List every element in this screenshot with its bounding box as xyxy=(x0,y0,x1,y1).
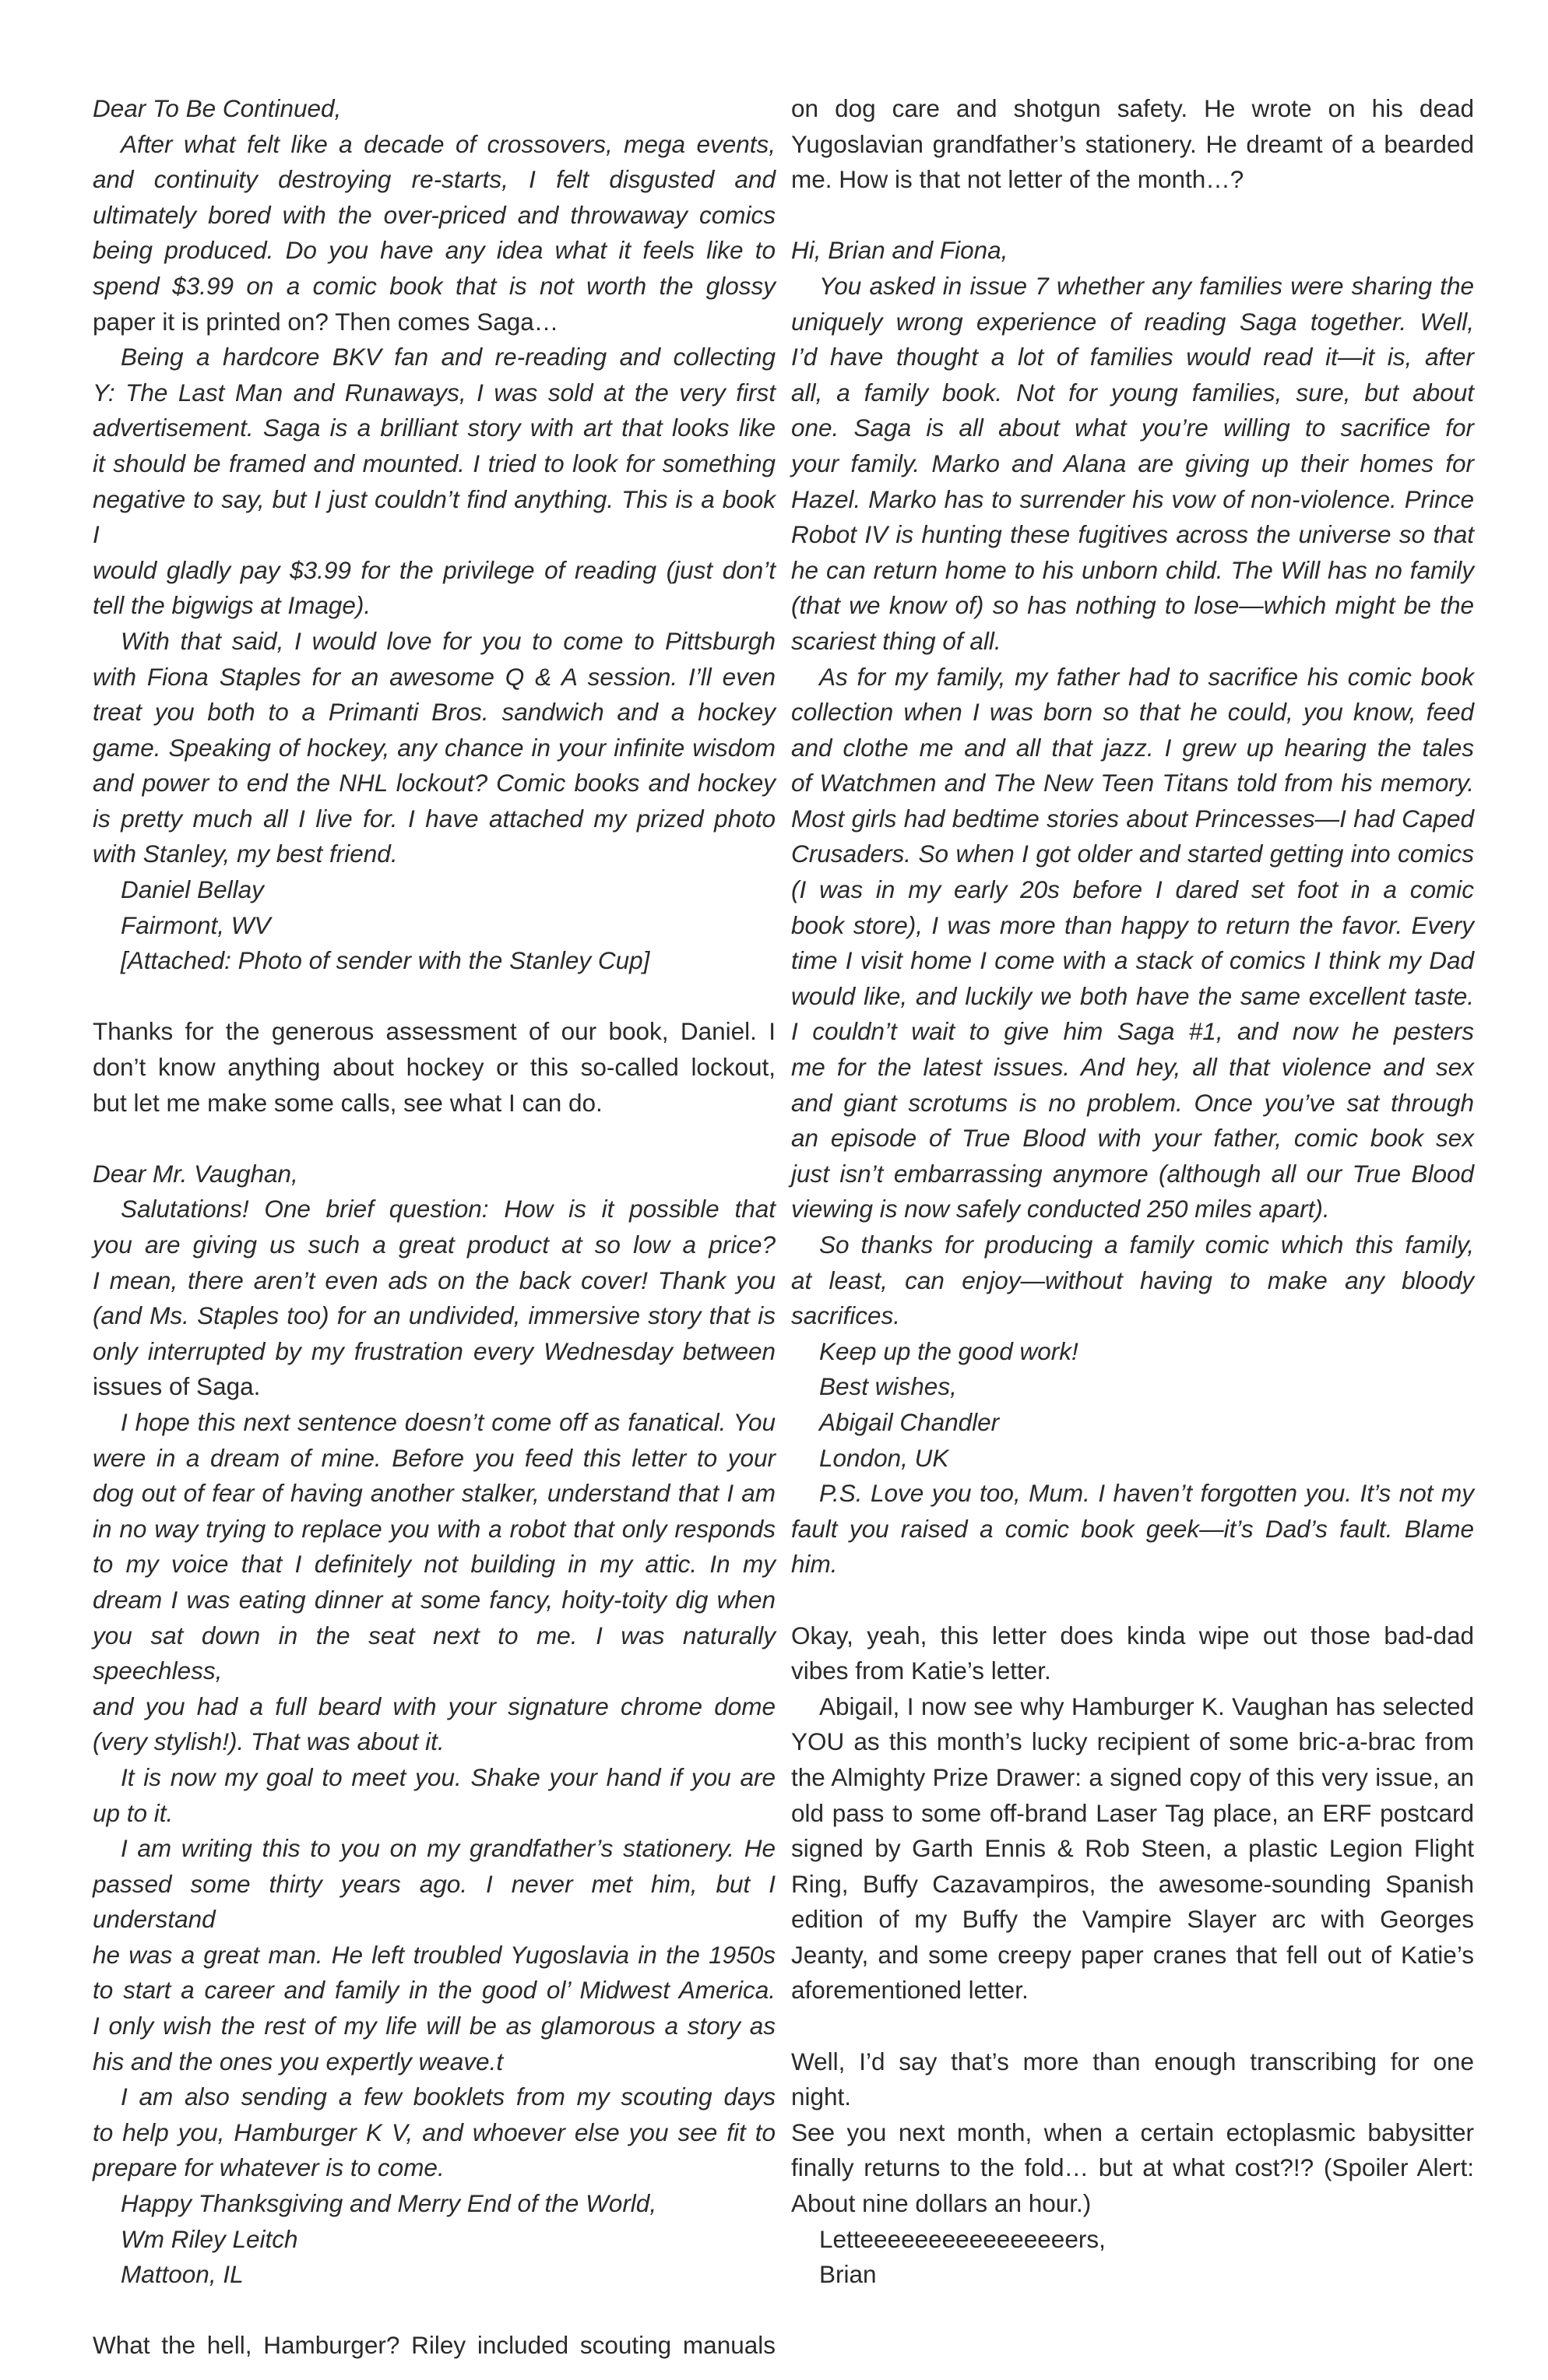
text-line: edition of my Buffy the Vampire Slayer arc with Georges xyxy=(791,1905,1474,1934)
text-line: [Attached: Photo of sender with the Stanley Cup] xyxy=(121,946,650,975)
text-line: See you next month, when a certain ectoplasmic babysitter xyxy=(791,2118,1474,2146)
text-line: he can return home to his unborn child. The Will has no family xyxy=(791,555,1474,584)
text-line: Wm Riley Leitch xyxy=(121,2224,298,2253)
text-line: Hi, Brian and Fiona, xyxy=(791,236,1008,265)
text-line: and continuity destroying re-starts, I felt disgusted and xyxy=(93,165,776,194)
text-line: Hazel. Marko has to surrender his vow of non-violence. Prince xyxy=(791,484,1474,513)
text-line: Letteeeeeeeeeeeeeeeers, xyxy=(819,2224,1106,2253)
right-column xyxy=(791,91,1474,2293)
text-line: I am writing this to you on my grandfather’s stationery. He xyxy=(121,1834,776,1863)
text-line: old pass to some off-brand Laser Tag place, an ERF postcard xyxy=(791,1798,1474,1827)
text-line: the Almighty Prize Drawer: a signed copy of this very issue, an xyxy=(791,1762,1474,1791)
text-line: I mean, there aren’t even ads on the back cover! Thank you xyxy=(93,1266,776,1294)
text-line: me. How is that not letter of the month…? xyxy=(791,165,1244,194)
text-line: you sat down in the seat next to me. I was naturally speechless, xyxy=(93,1621,776,1685)
left-column xyxy=(93,91,776,2364)
text-line: one. Saga is all about what you’re willing to sacrifice for xyxy=(791,414,1474,442)
text-line: your family. Marko and Alana are giving up their homes for xyxy=(791,449,1474,477)
text-line: I hope this next sentence doesn’t come off as fanatical. You xyxy=(121,1407,776,1436)
text-line: time I visit home I come with a stack of comics I think my Dad xyxy=(791,946,1474,975)
text-line: Mattoon, IL xyxy=(121,2260,244,2289)
text-line: in no way trying to replace you with a robot that only responds xyxy=(93,1514,776,1543)
text-line: ultimately bored with the over-priced and throwaway comics xyxy=(93,200,776,229)
text-line: Salutations! One brief question: How is it possible that xyxy=(121,1195,776,1223)
text-line: About nine dollars an hour.) xyxy=(791,2189,1092,2218)
text-line: Brian xyxy=(819,2260,877,2289)
text-line: Being a hardcore BKV fan and re-reading and collecting xyxy=(121,343,776,371)
text-line: is pretty much all I live for. I have attached my prized photo xyxy=(93,804,776,833)
text-line: to my voice that I definitely not building in my attic. In my xyxy=(93,1550,776,1579)
text-line: I am also sending a few booklets from my scouting days xyxy=(121,2082,776,2111)
text-line: Ring, Buffy Cazavampiros, the awesome-sounding Spanish xyxy=(791,1869,1474,1898)
text-line: collection when I was born so that he could, you know, feed xyxy=(791,698,1474,727)
text-line: YOU as this month’s lucky recipient of some bric-a-brac from xyxy=(791,1727,1474,1756)
text-line: on dog care and shotgun safety. He wrote on his dead xyxy=(791,94,1474,122)
text-line: and you had a full beard with your signature chrome dome xyxy=(93,1692,776,1720)
text-line: Robot IV is hunting these fugitives across the universe so that xyxy=(791,520,1474,549)
text-line: It is now my goal to meet you. Shake your hand if you are xyxy=(121,1762,776,1791)
text-line: advertisement. Saga is a brilliant story with art that looks like xyxy=(93,414,776,442)
text-line: with Fiona Staples for an awesome Q & A session. I’ll even xyxy=(93,662,776,691)
text-line: Y: The Last Man and Runaways, I was sold at the very first xyxy=(93,378,776,407)
text-line: Thanks for the generous assessment of our book, Daniel. I xyxy=(93,1017,776,1046)
text-line: tell the bigwigs at Image). xyxy=(93,591,371,620)
text-line: So thanks for producing a family comic which this family, xyxy=(819,1230,1474,1259)
text-line: his and the ones you expertly weave.t xyxy=(93,2047,504,2075)
text-line: Keep up the good work! xyxy=(819,1336,1078,1365)
text-line: With that said, I would love for you to come to Pittsburgh xyxy=(121,626,776,655)
text-line: Happy Thanksgiving and Merry End of the World, xyxy=(121,2189,657,2218)
text-line: You asked in issue 7 whether any families were sharing the xyxy=(819,271,1474,300)
text-line: aforementioned letter. xyxy=(791,1976,1029,2005)
text-line: book store), I was more than happy to return the favor. Every xyxy=(791,910,1474,939)
text-line: viewing is now safely conducted 250 miles apart). xyxy=(791,1195,1330,1223)
text-line: and clothe me and all that jazz. I grew up hearing the tales xyxy=(791,733,1474,762)
text-line: Abigail, I now see why Hamburger K. Vaughan has selected xyxy=(819,1692,1474,1720)
text-line: but let me make some calls, see what I can do. xyxy=(93,1088,603,1117)
text-line: (that we know of) so has nothing to lose—which might be the xyxy=(791,591,1474,620)
paragraph-gap xyxy=(791,2009,1474,2044)
text-line: and giant scrotums is no problem. Once you’ve sat through xyxy=(791,1088,1474,1117)
text-line: being produced. Do you have any idea what it feels like to xyxy=(93,236,776,265)
text-line: him. xyxy=(791,1550,838,1579)
text-line: Best wishes, xyxy=(819,1372,957,1401)
text-line: Daniel Bellay xyxy=(121,875,264,904)
text-line: up to it. xyxy=(93,1798,174,1827)
text-line: Dear To Be Continued, xyxy=(93,94,342,122)
text-line: finally returns to the fold… but at what cost?!? (Spoiler Alert: xyxy=(791,2153,1474,2182)
paragraph-gap xyxy=(93,979,776,1015)
text-line: issues of Saga. xyxy=(93,1372,261,1401)
text-line: you are giving us such a great product at so low a price? xyxy=(93,1230,776,1259)
text-line: and power to end the NHL lockout? Comic books and hockey xyxy=(93,769,776,797)
text-line: spend $3.99 on a comic book that is not worth the glossy xyxy=(93,271,776,300)
text-line: to start a career and family in the good ol’ Midwest America. xyxy=(93,1976,776,2005)
text-line: Most girls had bedtime stories about Princesses—I had Caped xyxy=(791,804,1474,833)
text-line: to help you, Hamburger K V, and whoever else you see fit to xyxy=(93,2118,776,2146)
text-line: Jeanty, and some creepy paper cranes that fell out of Katie’s xyxy=(791,1940,1474,1969)
text-line: I only wish the rest of my life will be as glamorous a story as xyxy=(93,2012,776,2040)
text-line: Okay, yeah, this letter does kinda wipe out those bad-dad xyxy=(791,1621,1474,1649)
text-line: he was a great man. He left troubled Yugoslavia in the 1950s xyxy=(93,1940,776,1969)
text-line: Dear Mr. Vaughan, xyxy=(93,1159,298,1188)
text-line: passed some thirty years ago. I never met him, but I understand xyxy=(93,1869,776,1934)
text-line: prepare for whatever is to come. xyxy=(93,2153,445,2182)
text-line: dream I was eating dinner at some fancy, hoity-toity dig when xyxy=(93,1585,776,1614)
text-line: Crusaders. So when I got older and started getting into comics xyxy=(791,840,1474,868)
text-line: would like, and luckily we both have the same excellent taste. xyxy=(791,981,1474,1010)
text-line: Abigail Chandler xyxy=(819,1407,1000,1436)
text-line: uniquely wrong experience of reading Saga together. Well, xyxy=(791,307,1474,336)
text-line: game. Speaking of hockey, any chance in your infinite wisdom xyxy=(93,733,776,762)
text-line: P.S. Love you too, Mum. I haven’t forgotten you. It’s not my xyxy=(819,1479,1474,1508)
text-line: with Stanley, my best friend. xyxy=(93,840,398,868)
text-line: don’t know anything about hockey or this so-called lockout, xyxy=(93,1053,776,1082)
text-line: After what felt like a decade of crossovers, mega events, xyxy=(121,129,776,158)
text-line: treat you both to a Primanti Bros. sandwich and a hockey xyxy=(93,698,776,727)
text-line: of Watchmen and The New Teen Titans told from his memory. xyxy=(791,769,1474,797)
text-line: vibes from Katie’s letter. xyxy=(791,1656,1051,1685)
text-line: negative to say, but I just couldn’t find anything. This is a book I xyxy=(93,484,776,549)
text-line: only interrupted by my frustration every Wednesday between xyxy=(93,1336,776,1365)
text-line: it should be framed and mounted. I tried to look for something xyxy=(93,449,776,477)
text-line: fault you raised a comic book geek—it’s Dad’s fault. Blame xyxy=(791,1514,1474,1543)
text-line: What the hell, Hamburger? Riley included scouting manuals xyxy=(93,2331,776,2360)
text-line: I couldn’t wait to give him Saga #1, and now he pesters xyxy=(791,1017,1474,1046)
text-line: at least, can enjoy—without having to make any bloody xyxy=(791,1266,1474,1294)
text-line: an episode of True Blood with your father, comic book sex xyxy=(791,1124,1474,1153)
text-line: paper it is printed on? Then comes Saga… xyxy=(93,307,559,336)
paragraph-gap xyxy=(791,1583,1474,1618)
text-line: As for my family, my father had to sacrifice his comic book xyxy=(819,662,1474,691)
text-line: would gladly pay $3.99 for the privilege of reading (just don’t xyxy=(93,555,776,584)
paragraph-gap xyxy=(93,2293,776,2329)
text-line: just isn’t embarrassing anymore (although all our True Blood xyxy=(791,1159,1474,1188)
paragraph-gap xyxy=(93,1121,776,1157)
text-line: I’d have thought a lot of families would read it—it is, after xyxy=(791,343,1474,371)
text-line: (I was in my early 20s before I dared set foot in a comic xyxy=(791,875,1474,904)
text-line: Fairmont, WV xyxy=(121,910,271,939)
text-line: me for the latest issues. And hey, all that violence and sex xyxy=(791,1053,1474,1082)
text-line: Well, I’d say that’s more than enough transcribing for one night. xyxy=(791,2047,1474,2111)
text-line: signed by Garth Ennis & Rob Steen, a plastic Legion Flight xyxy=(791,1834,1474,1863)
text-line: (and Ms. Staples too) for an undivided, immersive story that is xyxy=(93,1301,776,1330)
text-line: all, a family book. Not for young families, sure, but about xyxy=(791,378,1474,407)
text-line: sacrifices. xyxy=(791,1301,901,1330)
text-line: (very stylish!). That was about it. xyxy=(93,1727,445,1756)
text-line: scariest thing of all. xyxy=(791,626,1001,655)
text-line: dog out of fear of having another stalker, understand that I am xyxy=(93,1479,776,1508)
paragraph-gap xyxy=(791,198,1474,234)
text-line: London, UK xyxy=(819,1443,949,1472)
text-line: were in a dream of mine. Before you feed this letter to your xyxy=(93,1443,776,1472)
text-line: Yugoslavian grandfather’s stationery. He dreamt of a bearded xyxy=(791,129,1474,158)
